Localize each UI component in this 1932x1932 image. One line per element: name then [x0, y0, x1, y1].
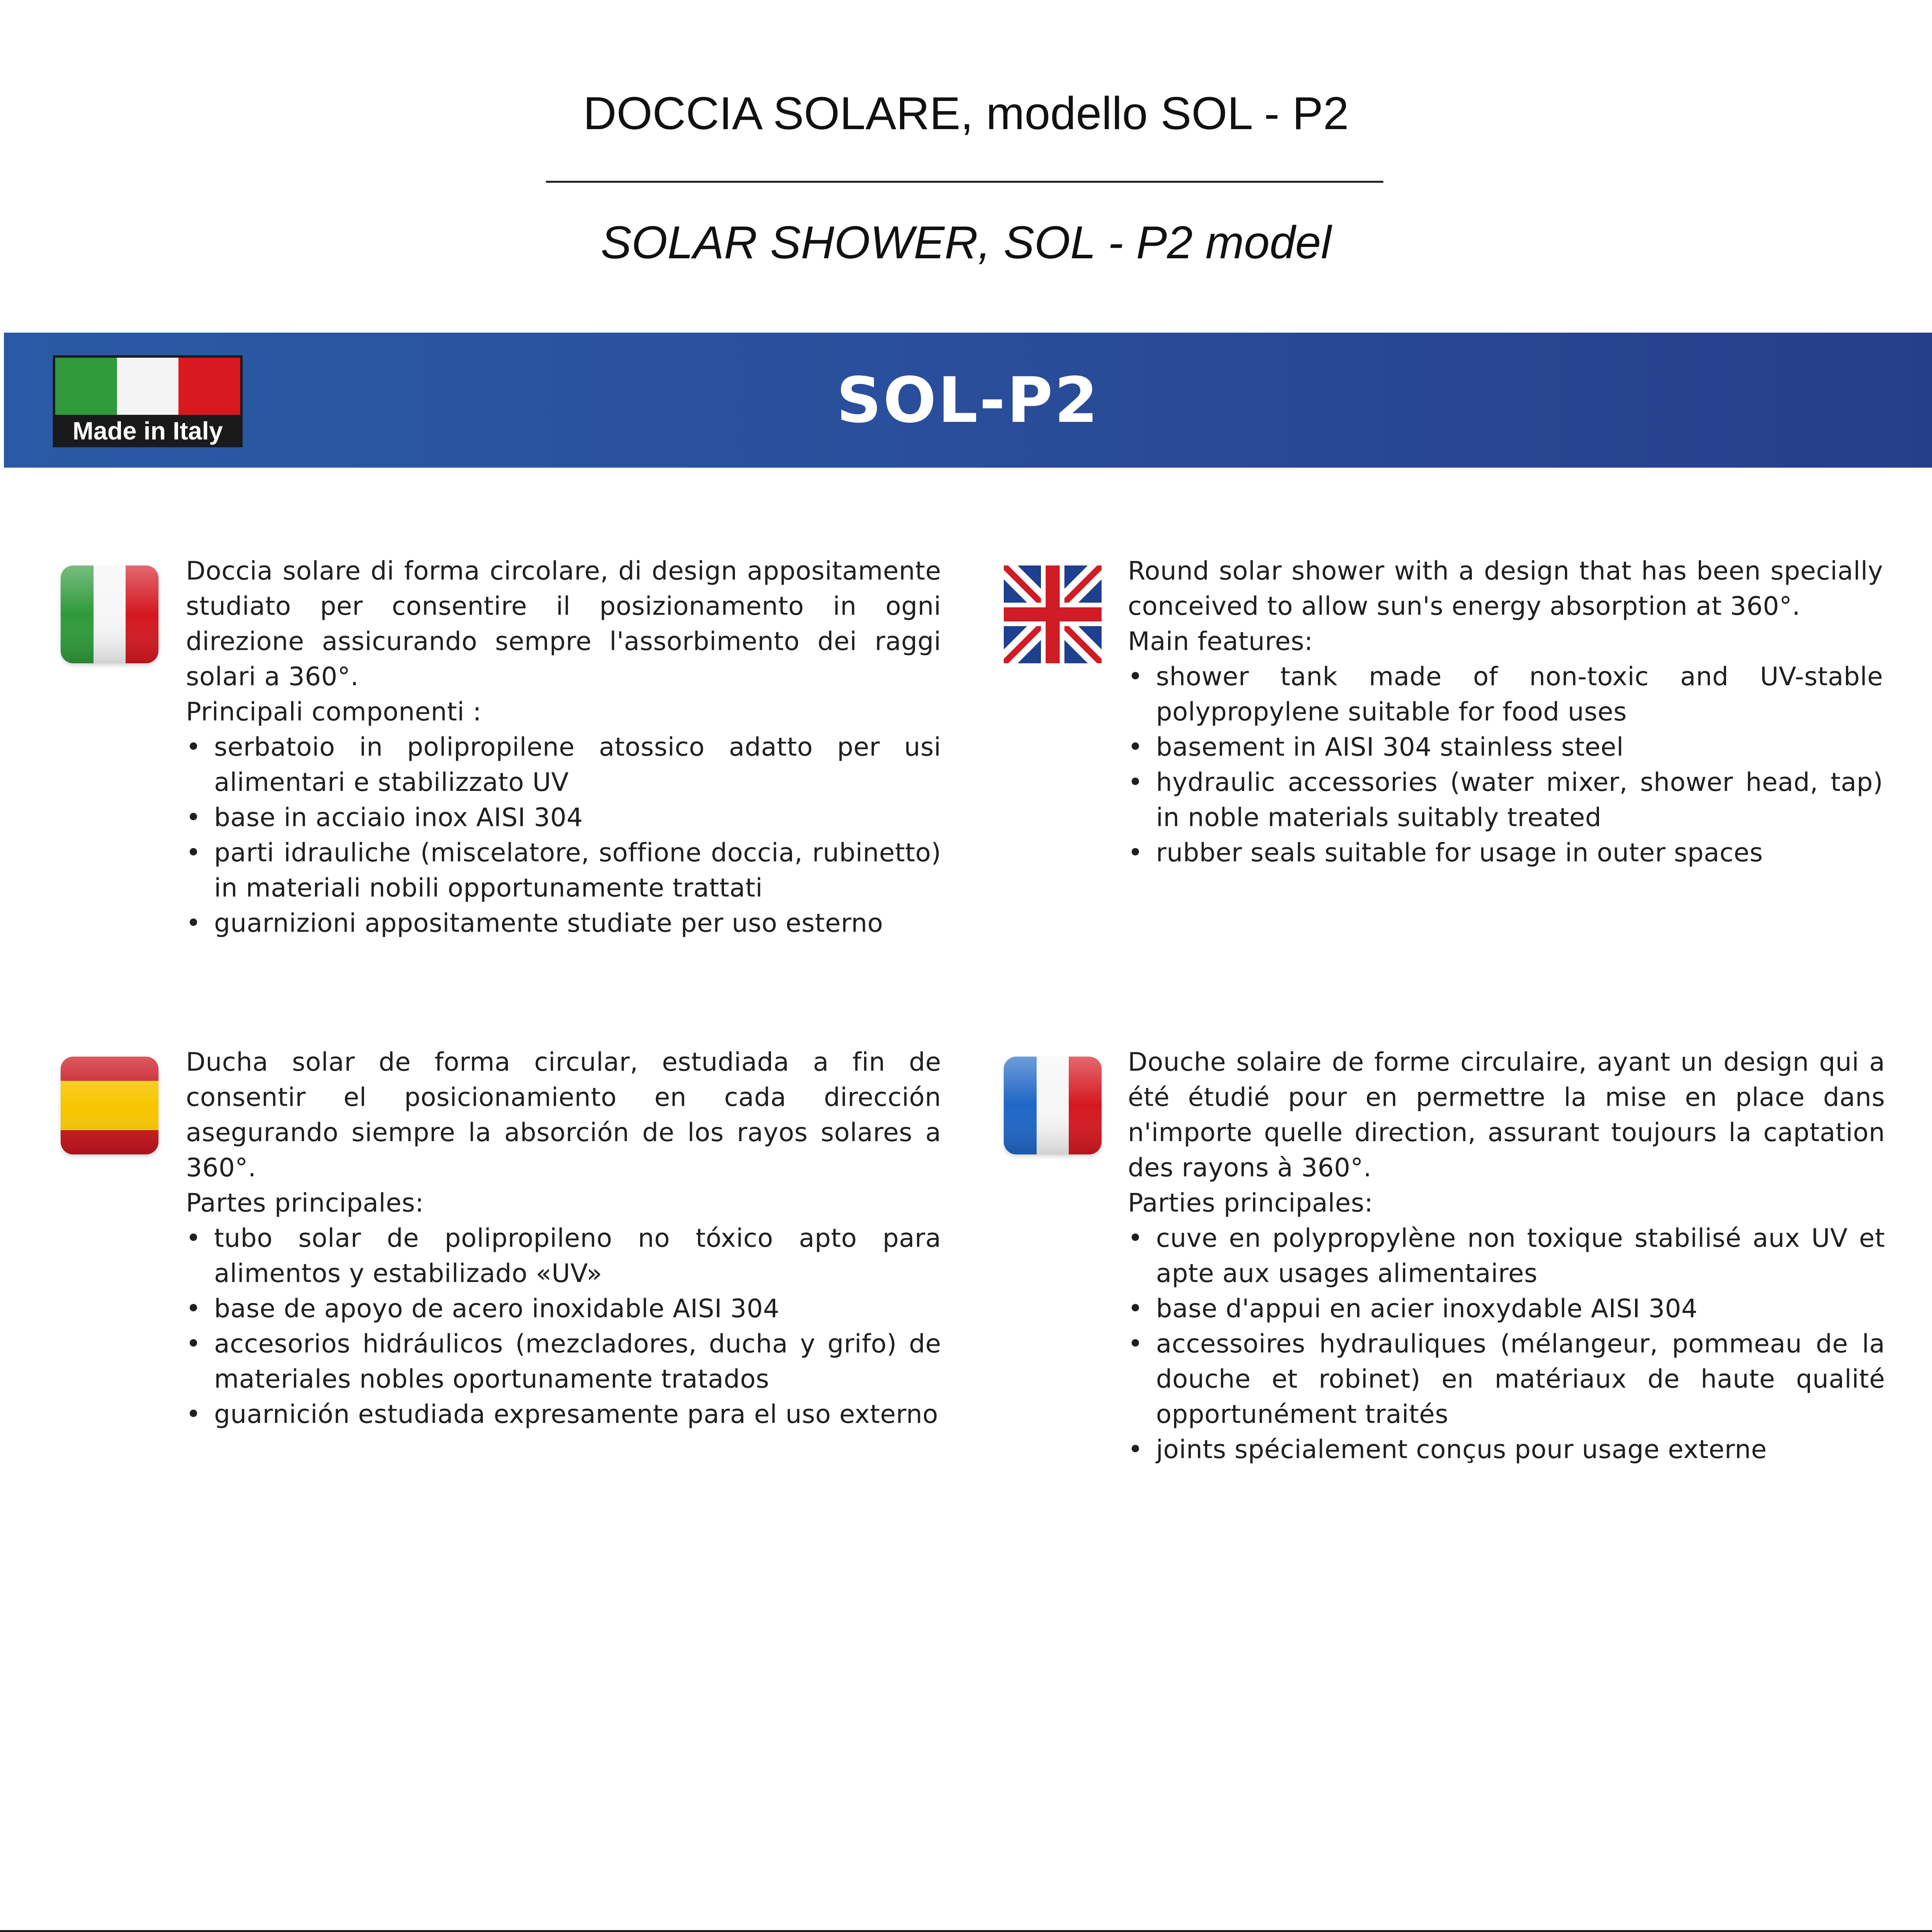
feature-list	[1128, 1221, 1885, 1467]
title-italian: DOCCIA SOLARE, modello SOL - P2	[583, 88, 1349, 139]
list-item: • base de apoyo de acero inoxidable AISI 304	[186, 1291, 941, 1327]
italy-flag-icon	[61, 565, 158, 663]
section-spanish	[186, 1045, 941, 1432]
bottom-divider	[0, 1930, 1932, 1932]
list-item: • hydraulic accessories (water mixer, shower head, tap) in noble materials suitably treated	[1128, 765, 1883, 835]
list-item: • rubber seals suitable for usage in outer spaces	[1128, 835, 1883, 871]
list-item: • serbatoio in polipropilene atossico adatto per usi alimentari e stabilizzato UV	[186, 730, 941, 800]
list-item: • joints spécialement conçus pour usage externe	[1128, 1432, 1885, 1467]
list-item: • accessoires hydrauliques (mélangeur, pommeau de la douche et robinet) en matériaux de haute qualité opportunément traités	[1128, 1327, 1885, 1432]
spain-flag-icon	[61, 1057, 158, 1154]
intro-text: Ducha solar de forma circular, estudiada a fin de consentir el posicionamiento en cada dirección asegurando siempre la absorción de los rayos solares a 360°.	[186, 1048, 941, 1183]
intro-text: Round solar shower with a design that has been specially conceived to allow sun's energy absorption at 360°.	[1128, 556, 1883, 621]
feature-list	[186, 730, 941, 941]
list-item: • shower tank made of non-toxic and UV-stable polypropylene suitable for food uses	[1128, 659, 1883, 730]
uk-flag-icon	[1004, 565, 1102, 663]
section-heading: Partes principales:	[186, 1188, 424, 1218]
feature-list	[186, 1221, 941, 1432]
section-french	[1128, 1045, 1885, 1467]
list-item: • base d'appui en acier inoxydable AISI 304	[1128, 1291, 1885, 1327]
list-item: • parti idrauliche (miscelatore, soffione doccia, rubinetto) in materiali nobili opportunamente trattati	[186, 835, 941, 906]
france-flag-icon	[1004, 1057, 1102, 1154]
list-item: • base in acciaio inox AISI 304	[186, 800, 941, 835]
list-item: • tubo solar de polipropileno no tóxico apto para alimentos y estabilizado «UV»	[186, 1221, 941, 1291]
list-item: • accesorios hidráulicos (mezcladores, ducha y grifo) de materiales nobles oportunamente tratados	[186, 1327, 941, 1397]
section-heading: Parties principales:	[1128, 1188, 1373, 1218]
intro-text: Douche solaire de forme circulaire, ayant un design qui a été étudié pour en permettre la mise en place dans n'importe quelle direction, assurant toujours la captation des rayons à 360°.	[1128, 1048, 1885, 1183]
banner-model-title: SOL-P2	[836, 364, 1100, 437]
title-english: SOLAR SHOWER, SOL - P2 model	[601, 217, 1331, 268]
section-italian	[186, 554, 941, 941]
made-in-italy-text: Made in Italy	[72, 417, 223, 445]
model-banner	[4, 333, 1932, 468]
list-item: • guarnición estudiada expresamente para el uso externo	[186, 1397, 941, 1432]
section-english	[1128, 554, 1883, 871]
feature-list	[1128, 659, 1883, 871]
intro-text: Doccia solare di forma circolare, di design appositamente studiato per consentire il posizionamento in ogni direzione assicurando sempre l'assorbimento dei raggi solari a 360°.	[186, 556, 941, 691]
list-item: • guarnizioni appositamente studiate per uso esterno	[186, 906, 941, 941]
title-divider	[546, 181, 1383, 183]
section-heading: Principali componenti :	[186, 697, 482, 727]
list-item: • basement in AISI 304 stainless steel	[1128, 730, 1883, 765]
section-heading: Main features:	[1128, 627, 1313, 656]
list-item: • cuve en polypropylène non toxique stabilisé aux UV et apte aux usages alimentaires	[1128, 1221, 1885, 1291]
